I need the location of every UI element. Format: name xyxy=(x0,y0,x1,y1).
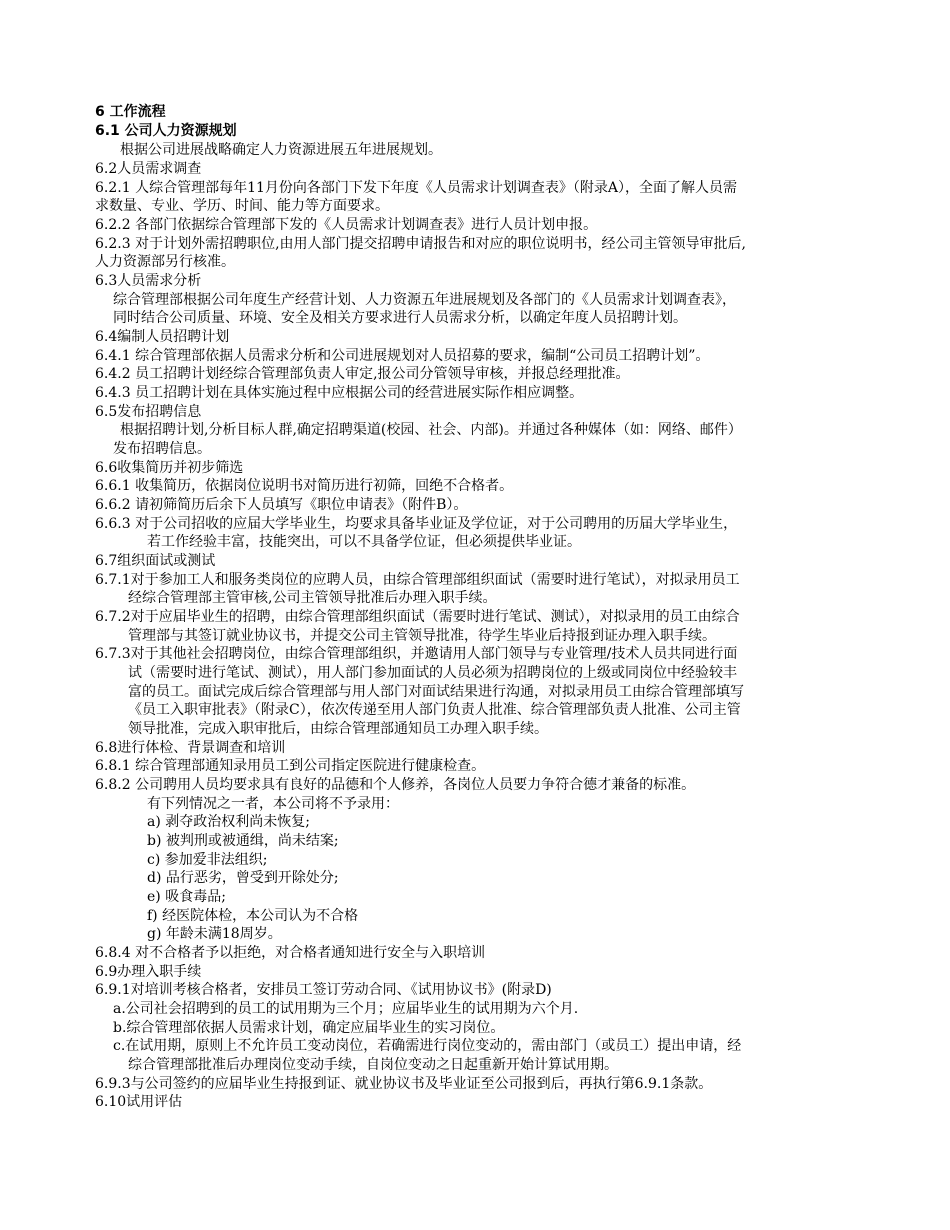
paragraph-line: 6.6.2 请初筛简历后余下人员填写《职位申请表》（附件B）。 xyxy=(95,497,468,513)
paragraph-line: 6.4.3 员工招聘计划在具体实施过程中应根据公司的经营进展实际作相应调整。 xyxy=(95,385,584,401)
list-item: f) 经医院体检，本公司认为不合格 xyxy=(147,908,359,924)
paragraph-line: 领导批准，完成入职审批后，由综合管理部通知员工办理入职手续。 xyxy=(128,721,548,737)
paragraph-line: 6.4.2 员工招聘计划经综合管理部负责人审定,报公司分管领导审核，并报总经理批准。 xyxy=(95,366,630,382)
paragraph-line: 6.8.4 对不合格者予以拒绝，对合格者通知进行安全与入职培训 xyxy=(95,945,486,961)
paragraph-line: 6.2.1 人综合管理部每年11月份向各部门下发下年度《人员需求计划调查表》（附录A），全面了解人员需 xyxy=(95,180,737,196)
paragraph-line: 6.7.2对于应届毕业生的招聘，由综合管理部组织面试（需要时进行笔试、测试），对拟录用的员工由综合 xyxy=(95,609,740,625)
list-item: c) 参加爱非法组织; xyxy=(147,852,268,868)
paragraph-line: 同时结合公司质量、环境、安全及相关方要求进行人员需求分析，以确定年度人员招聘计划。 xyxy=(113,310,687,326)
paragraph-line: 《员工入职审批表》（附录C），依次传递至用人部门负责人批准、综合管理部负责人批准、公司主管 xyxy=(128,702,741,718)
subsection-heading: 6.2人员需求调查 xyxy=(95,161,202,177)
paragraph-line: 有下列情况之一者，本公司将不予录用： xyxy=(147,796,399,812)
list-item: a.公司社会招聘到的员工的试用期为三个月；应届毕业生的试用期为六个月. xyxy=(113,1001,579,1017)
subsection-heading: 6.8进行体检、背景调查和培训 xyxy=(95,740,286,756)
list-item: b) 被判刑或被通缉，尚未结案; xyxy=(147,833,339,849)
paragraph-line: 管理部与其签订就业协议书，并提交公司主管领导批准，待学生毕业后持报到证办理入职手续。 xyxy=(128,628,716,644)
paragraph-line: 6.7.1对于参加工人和服务类岗位的应聘人员，由综合管理部组织面试（需要时进行笔试），对拟录用员工 xyxy=(95,572,740,588)
paragraph-line: 6.6.1 收集简历，依据岗位说明书对简历进行初筛，回绝不合格者。 xyxy=(95,478,514,494)
list-item: 综合管理部批准后办理岗位变动手续，自岗位变动之日起重新开始计算试用期。 xyxy=(128,1057,618,1073)
paragraph-line: 综合管理部根据公司年度生产经营计划、人力资源五年进展规划及各部门的《人员需求计划调查表》， xyxy=(113,292,736,308)
paragraph-line: 6.2.2 各部门依据综合管理部下发的《人员需求计划调查表》进行人员计划申报。 xyxy=(95,217,598,233)
paragraph-line: 发布招聘信息。 xyxy=(113,441,211,457)
subsection-heading: 6.6收集简历并初步筛选 xyxy=(95,460,244,476)
list-item: c.在试用期，原则上不允许员工变动岗位，若确需进行岗位变动的，需由部门（或员工）提出申请，经 xyxy=(113,1038,742,1054)
paragraph-line: 6.7.3对于其他社会招聘岗位，由综合管理部组织，并邀请用人部门领导与专业管理/技术人员共同进行面 xyxy=(95,646,738,662)
subsection-heading: 6.1 公司人力资源规划 xyxy=(95,123,237,139)
list-item: e) 吸食毒品; xyxy=(147,889,226,905)
paragraph-line: 根据公司进展战略确定人力资源进展五年进展规划。 xyxy=(120,142,442,158)
subsection-heading: 6.5发布招聘信息 xyxy=(95,404,202,420)
subsection-heading: 6.9办理入职手续 xyxy=(95,964,202,980)
paragraph-line: 6.8.2 公司聘用人员均要求具有良好的品德和个人修养，各岗位人员要力争符合德才兼备的标准。 xyxy=(95,777,696,793)
paragraph-line: 求数量、专业、学历、时间、能力等方面要求。 xyxy=(95,198,389,214)
list-item: b.综合管理部依据人员需求计划，确定应届毕业生的实习岗位。 xyxy=(113,1020,505,1036)
list-item: g) 年龄未满18周岁。 xyxy=(147,926,282,942)
paragraph-line: 6.9.3与公司签约的应届毕业生持报到证、就业协议书及毕业证至公司报到后，再执行第6.9.1条款。 xyxy=(95,1076,713,1092)
paragraph-line: 6.8.1 综合管理部通知录用员工到公司指定医院进行健康检查。 xyxy=(95,758,486,774)
paragraph-line: 经综合管理部主管审核,公司主管领导批准后办理入职手续。 xyxy=(128,590,497,606)
paragraph-line: 富的员工。面试完成后综合管理部与用人部门对面试结果进行沟通，对拟录用员工由综合管理部填写 xyxy=(128,684,744,700)
list-item: d) 品行恶劣，曾受到开除处分; xyxy=(147,870,339,886)
list-item: a) 剥夺政治权利尚未恢复; xyxy=(147,814,310,830)
paragraph-line: 6.6.3 对于公司招收的应届大学毕业生，均要求具备毕业证及学位证，对于公司聘用的历届大学毕业生， xyxy=(95,516,738,532)
subsection-heading: 6.7组织面试或测试 xyxy=(95,553,216,569)
paragraph-line: 人力资源部另行核准。 xyxy=(95,254,235,270)
section-heading: 6 工作流程 xyxy=(95,104,166,120)
subsection-heading: 6.4编制人员招聘计划 xyxy=(95,329,230,345)
paragraph-line: 6.9.1对培训考核合格者，安排员工签订劳动合同、《试用协议书》(附录D) xyxy=(95,982,552,998)
subsection-heading: 6.10试用评估 xyxy=(95,1094,183,1110)
paragraph-line: 6.4.1 综合管理部依据人员需求分析和公司进展规划对人员招募的要求，编制“公司员工招聘计划”。 xyxy=(95,348,710,364)
subsection-heading: 6.3人员需求分析 xyxy=(95,273,202,289)
paragraph-line: 6.2.3 对于计划外需招聘职位,由用人部门提交招聘申请报告和对应的职位说明书，经公司主管领导审批后, xyxy=(95,236,746,252)
paragraph-line: 根据招聘计划,分析目标人群,确定招聘渠道(校园、社会、内部)。并通过各种媒体（如：网络、邮件） xyxy=(120,422,742,438)
paragraph-line: 试（需要时进行笔试、测试），用人部门参加面试的人员必须为招聘岗位的上级或同岗位中经验较丰 xyxy=(128,665,737,681)
paragraph-line: 若工作经验丰富，技能突出，可以不具备学位证，但必须提供毕业证。 xyxy=(147,534,581,550)
